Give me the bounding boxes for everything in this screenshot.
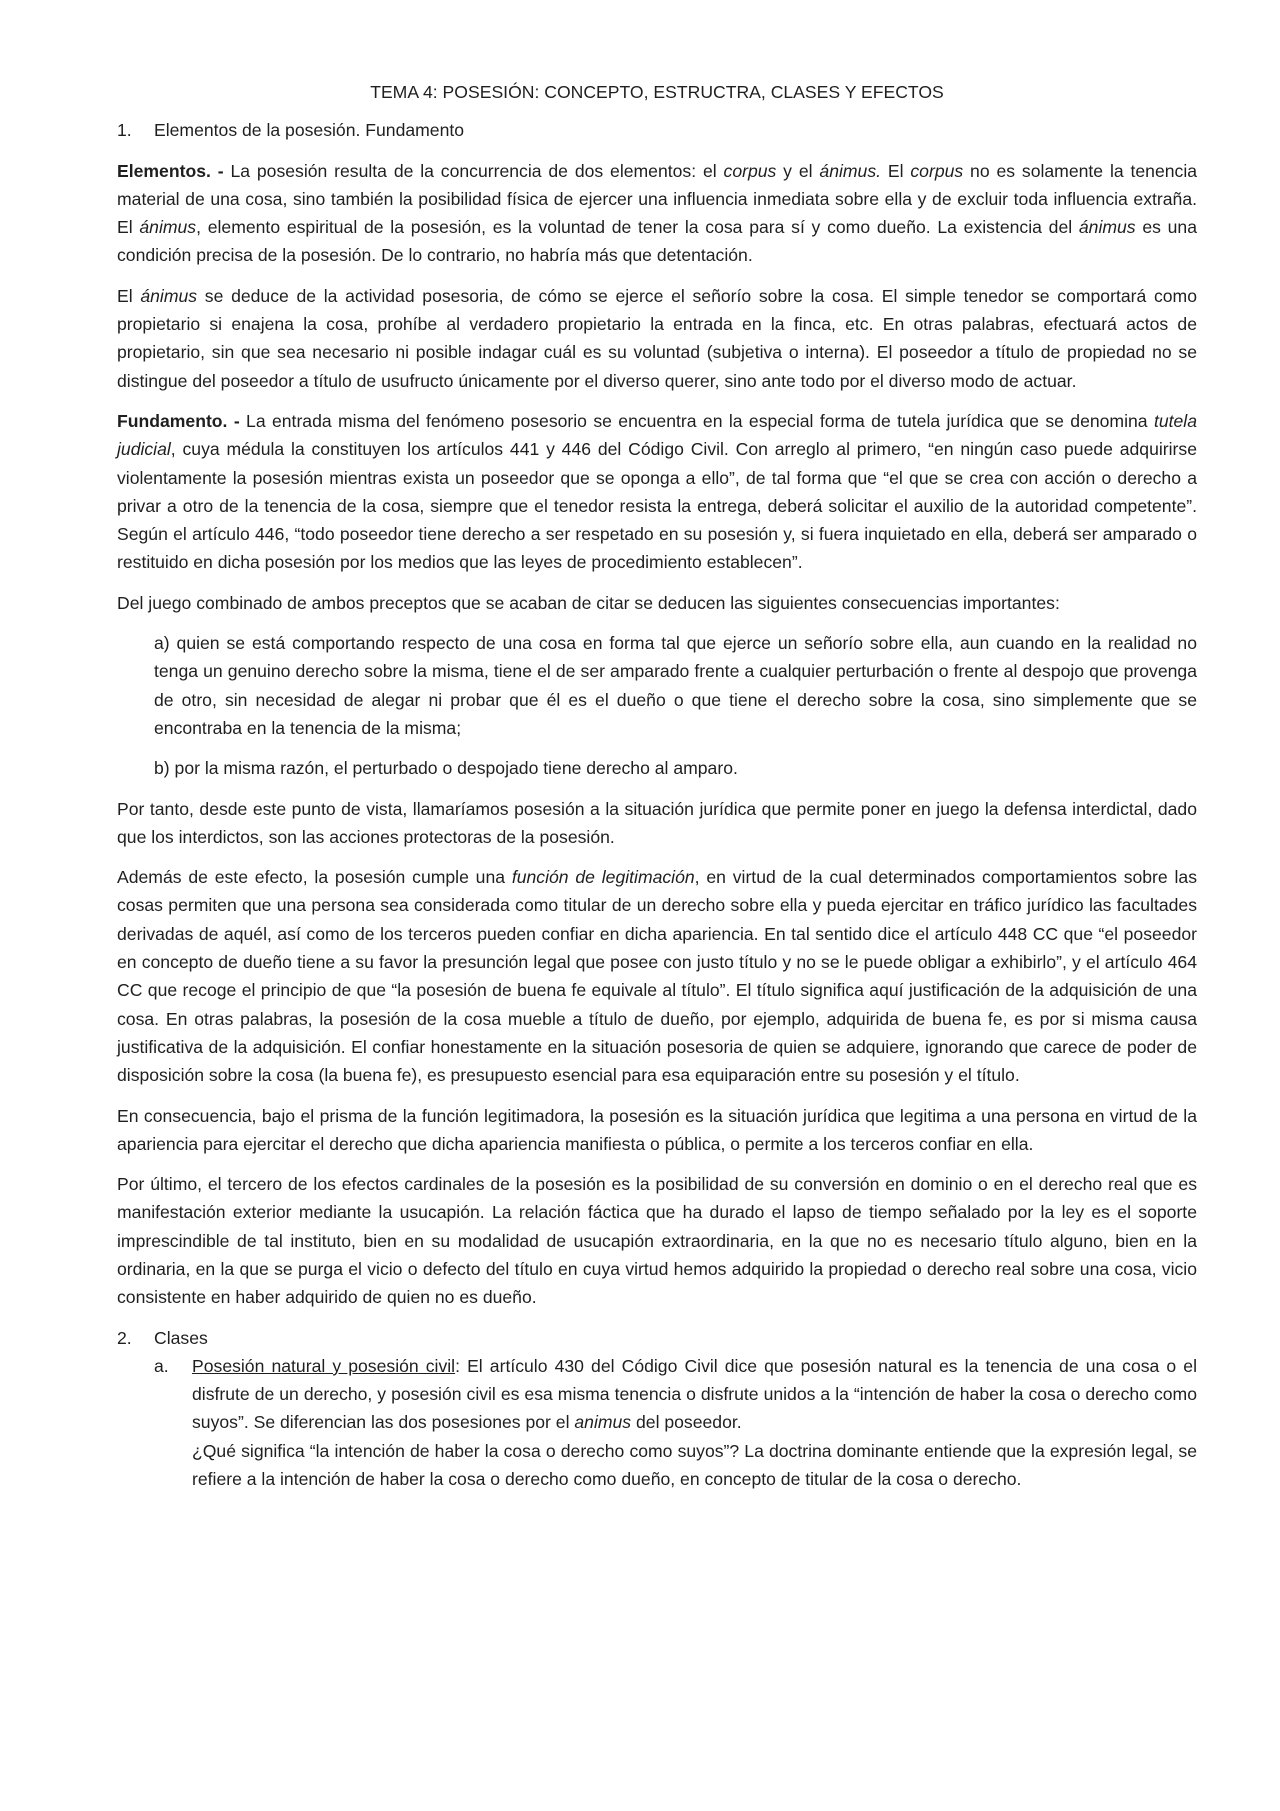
text-run: Además de este efecto, la posesión cumple una — [117, 867, 512, 888]
text-run: no es solamente la tenencia material de una cosa, sino también la posibilidad física de ejercer una influencia inmediata sobre ella y de excluir toda influencia extraña. El — [117, 160, 1198, 238]
sub-item-letter: a. — [154, 1355, 169, 1376]
list-item-a: a) quien se está comportando respecto de una cosa en forma tal que ejerce un señorío sobre ella, aun cuando en la realidad no tenga un genuino derecho sobre la misma, tiene el de ser amparado frente a cualquier perturbación o frente al despojo que provenga de otro, sin necesidad de alegar ni probar que él es el dueño o que tiene el derecho sobre la cosa, sino simplemente que se encontraba en la tenencia de la misma; — [154, 633, 1197, 738]
section-number: 2. — [117, 1327, 132, 1348]
paragraph-defensa-interdictal: Por tanto, desde este punto de vista, llamaríamos posesión a la situación jurídica que permite poner en juego la defensa interdictal, dado que los interdictos, son las acciones protectoras de la posesión. — [117, 798, 1197, 847]
sub-item-heading: Posesión natural y posesión civil — [192, 1355, 456, 1376]
italic-term: ánimus — [139, 217, 197, 238]
paragraph-legitimacion — [117, 863, 1197, 1089]
sub-item-a — [117, 1352, 1197, 1493]
paragraph-funcion-legitimadora: En consecuencia, bajo el prisma de la función legitimadora, la posesión es la situación jurídica que legitima a una persona en virtud de la apariencia para ejercitar el derecho que dicha apariencia manifiesta o pública, o permite a los terceros confiar en ella. — [117, 1105, 1197, 1154]
paragraph-lead: Fundamento. - — [117, 410, 240, 431]
list-item-b: b) por la misma razón, el perturbado o despojado tiene derecho al amparo. — [154, 758, 738, 779]
text-run: se deduce de la actividad posesoria, de cómo se ejerce el señorío sobre la cosa. El simple tenedor se comportará como propietario si enajena la cosa, prohíbe al verdadero propietario la entrada en la finca, etc. En otras palabras, efectuará actos de propietario, sin que sea necesario ni posible indagar cuál es su voluntad (subjetiva o interna). El poseedor a título de propiedad no se distingue del poseedor a título de usufructo únicamente por el diverso querer, sino ante todo por el diverso modo de actuar. — [117, 285, 1197, 391]
text-run: , en virtud de la cual determinados comportamientos sobre las cosas permiten que una persona sea considerada como titular de un derecho sobre ella y pueda ejercitar en tráfico jurídico las facultades derivadas de aquél, así como de los terceros pueden confiar en dicha apariencia. En tal sentido dice el artículo 448 CC que “el poseedor en concepto de dueño tiene a su favor la presunción legal que posee con justo título y no se le puede obligar a exhibirlo”, y el artículo 464 CC que recoge el principio de que “la posesión de buena fe equivale al título”. El título significa aquí justificación de la adquisición de una cosa. En otras palabras, la posesión de la cosa mueble a título de dueño, por ejemplo, adquirida de buena fe, es por si misma causa justificativa de la adquisición. El confiar honestamente en la situación posesoria de quien se adquiere, ignorando que carece de poder de disposición sobre la cosa (la buena fe), es presupuesto esencial para esa equiparación entre su posesión y el título. — [117, 867, 1198, 1086]
section-label: Clases — [154, 1327, 208, 1348]
italic-term: ánimus — [1078, 217, 1136, 238]
text-run: La entrada misma del fenómeno posesorio se encuentra en la especial forma de tutela jurídica que se denomina — [239, 410, 1154, 431]
text-run: La posesión resulta de la concurrencia de dos elementos: el — [223, 160, 724, 181]
text-run: del poseedor. — [631, 1412, 742, 1433]
text-run: , cuya médula la constituyen los artículos 441 y 446 del Código Civil. Con arreglo al primero, “en ningún caso puede adquirirse violentamente la posesión mientras exista un poseedor que se oponga a ello”, de tal forma que “el que se crea con acción o derecho a privar a otro de la tenencia de la cosa, siempre que el tenedor resista la entrega, deberá solicitar el auxilio de la autoridad competente”. Según el artículo 446, “todo poseedor tiene derecho a ser respetado en su posesión y, si fuera inquietado en ella, deberá ser amparado o restituido en dicha posesión por los medios que las leyes de procedimiento establecen”. — [117, 439, 1197, 573]
section-heading-2 — [117, 1324, 1197, 1352]
italic-term: ánimus — [140, 285, 198, 306]
italic-term: función de legitimación — [511, 867, 695, 888]
sub-item-paragraph: ¿Qué significa “la intención de haber la cosa o derecho como suyos”? La doctrina dominante entiende que la expresión legal, se refiere a la intención de haber la cosa o derecho como dueño, en concepto de titular de la cosa o derecho. — [192, 1440, 1197, 1490]
text-run: : El artículo 430 del Código Civil dice que posesión natural es la tenencia de una cosa o el disfrute de un derecho, y posesión civil es esa misma tenencia o disfrute unidos a la “intención de haber la cosa o derecho como suyos”. Se diferencian las dos posesiones por el — [192, 1355, 1197, 1433]
paragraph-usucapion: Por último, el tercero de los efectos cardinales de la posesión es la posibilidad de su conversión en dominio o en el derecho real que es manifestación exterior mediante la usucapión. La relación fáctica que ha durado el lapso de tiempo señalado por la ley es el soporte imprescindible de tal instituto, bien en su modalidad de usucapión extraordinaria, en la que no es necesario título alguno, bien en la ordinaria, en la que se purga el vicio o defecto del título en cuya virtud hemos adquirido la propiedad o derecho real sobre una cosa, vicio consistente en haber adquirido de quien no es dueño. — [117, 1174, 1197, 1308]
text-run: y el — [776, 160, 820, 181]
text-run: El — [881, 160, 911, 181]
italic-term: ánimus. — [819, 160, 882, 181]
italic-term: corpus — [723, 160, 777, 181]
section-number: 1. — [117, 120, 132, 141]
paragraph-lead: Elementos. - — [117, 160, 224, 181]
section-label: Elementos de la posesión. Fundamento — [154, 120, 465, 141]
text-run: es una condición precisa de la posesión. De lo contrario, no habría más que detentación. — [117, 217, 1197, 266]
paragraph-elementos — [117, 157, 1197, 270]
page-title: TEMA 4: POSESIÓN: CONCEPTO, ESTRUCTRA, CLASES Y EFECTOS — [370, 82, 944, 102]
italic-term: animus — [574, 1412, 632, 1433]
paragraph-fundamento — [117, 407, 1197, 577]
paragraph-animus — [117, 282, 1197, 395]
sub-item-paragraph — [192, 1352, 1197, 1437]
text-run: , elemento espiritual de la posesión, es la voluntad de tener la cosa para sí y como dueño. La existencia del — [196, 217, 1079, 238]
italic-term: corpus — [910, 160, 964, 181]
text-run: El — [117, 285, 141, 306]
italic-term: tutela judicial — [117, 410, 1197, 460]
paragraph-consecuencias: Del juego combinado de ambos preceptos que se acaban de citar se deducen las siguientes consecuencias importantes: — [117, 592, 1060, 613]
section-heading-1 — [117, 116, 1197, 144]
sub-item-body — [192, 1352, 1197, 1493]
